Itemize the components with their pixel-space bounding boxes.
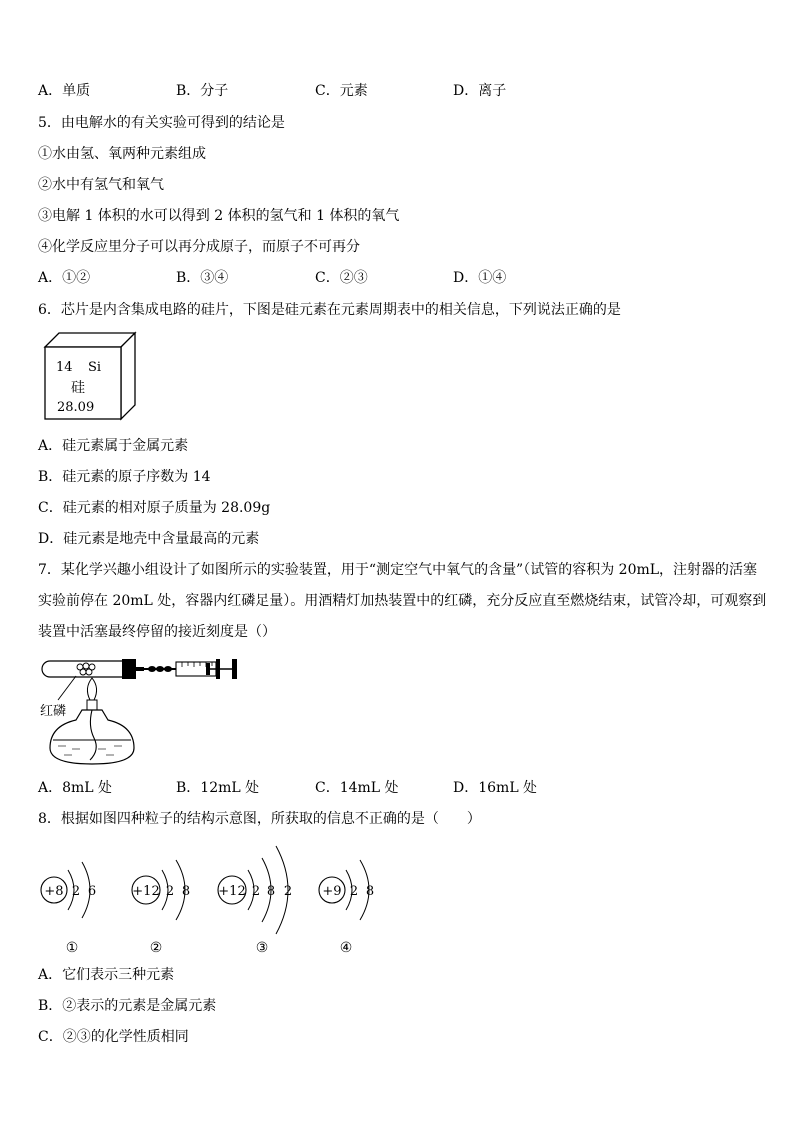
flame (87, 678, 96, 700)
shell-2: 6 (87, 884, 97, 899)
q4-option-b[interactable]: B．分子 (176, 83, 229, 99)
shell-3: 2 (283, 884, 293, 899)
q5-statement-4: ④化学反应里分子可以再分成原子，而原子不可再分 (38, 239, 360, 255)
shell-1: 2 (251, 884, 261, 899)
q6-option-d[interactable]: D．硅元素是地壳中含量最高的元素 (38, 531, 260, 547)
q4-option-d[interactable]: D．离子 (453, 83, 507, 99)
q7-option-a[interactable]: A．8mL 处 (38, 780, 113, 796)
rubber-stopper (122, 659, 136, 679)
plunger-handle (232, 659, 237, 679)
q7-stem-line-1: 7．某化学兴趣小组设计了如图所示的实验装置，用于“测定空气中氧气的含量”（试管的容积为 20mL，注射器的活塞 (38, 562, 758, 578)
element-symbol: Si (88, 360, 102, 375)
q5-statement-3: ③电解 1 体积的水可以得到 2 体积的氢气和 1 体积的氧气 (38, 208, 400, 224)
syringe-plunger (206, 663, 210, 675)
particle-4 (319, 860, 374, 956)
shell-2: 8 (365, 884, 375, 899)
q7-option-d[interactable]: D．16mL 处 (453, 780, 538, 796)
particle-label: ② (149, 940, 163, 956)
q5-stem: 5．由电解水的有关实验可得到的结论是 (38, 115, 285, 131)
q5-options (38, 269, 738, 287)
particle-1 (41, 862, 96, 956)
q5-option-b[interactable]: B．③④ (176, 270, 229, 286)
q7-stem-line-3: 装置中活塞最终停留的接近刻度是（） (38, 624, 276, 640)
particle-structure-diagrams (36, 842, 396, 958)
q5-statement-2: ②水中有氢气和氧气 (38, 177, 164, 193)
oxygen-measurement-apparatus (36, 654, 246, 772)
q8-option-a[interactable]: A．它们表示三种元素 (38, 967, 175, 983)
q7-options (38, 779, 738, 797)
element-name: 硅 (71, 380, 85, 396)
nucleus-charge: +9 (322, 884, 342, 899)
q8-stem: 8．根据如图四种粒子的结构示意图，所获取的信息不正确的是（ ） (38, 811, 481, 827)
atomic-mass: 28.09 (57, 400, 95, 415)
shell-1: 2 (71, 884, 81, 899)
q7-stem-line-2: 实验前停在 20mL 处，容器内红磷足量）。用酒精灯加热装置中的红磷，充分反应直至燃烧结束，试管冷却，可观察到 (38, 593, 767, 609)
q5-statement-1: ①水由氢、氧两种元素组成 (38, 146, 206, 162)
silicon-element-cell (40, 330, 140, 424)
atomic-number: 14 (56, 360, 73, 375)
shell-1: 2 (349, 884, 359, 899)
q6-option-a[interactable]: A．硅元素属于金属元素 (38, 438, 189, 454)
q4-option-a[interactable]: A．单质 (38, 83, 91, 99)
cube-side-face (121, 333, 135, 419)
q5-option-d[interactable]: D．①④ (453, 270, 507, 286)
shell-1: 2 (165, 884, 175, 899)
q6-option-c[interactable]: C．硅元素的相对原子质量为 28.09g (38, 500, 271, 516)
q6-stem: 6．芯片是内含集成电路的硅片，下图是硅元素在元素周期表中的相关信息，下列说法正确的是 (38, 302, 621, 318)
nucleus-charge: +8 (44, 884, 64, 899)
particle-label: ① (65, 940, 79, 956)
q5-option-a[interactable]: A．①② (38, 270, 91, 286)
particle-label: ③ (255, 940, 269, 956)
q7-option-c[interactable]: C．14mL 处 (315, 780, 399, 796)
q8-option-b[interactable]: B．②表示的元素是金属元素 (38, 998, 217, 1014)
particle-2 (132, 860, 190, 956)
q8-option-c[interactable]: C．②③的化学性质相同 (38, 1029, 189, 1045)
particle-3 (218, 846, 292, 956)
q7-option-b[interactable]: B．12mL 处 (176, 780, 260, 796)
particle-label: ④ (339, 940, 353, 956)
q5-option-c[interactable]: C．②③ (315, 270, 368, 286)
q4-option-c[interactable]: C．元素 (315, 83, 368, 99)
shell-2: 8 (181, 884, 191, 899)
shell-2: 8 (266, 884, 276, 899)
red-phosphorus-label: 红磷 (40, 704, 67, 719)
cube-top-face (45, 333, 135, 347)
nucleus-charge: +12 (218, 884, 246, 899)
q6-option-b[interactable]: B．硅元素的原子序数为 14 (38, 469, 211, 485)
q4-options (38, 82, 738, 100)
nucleus-charge: +12 (132, 884, 160, 899)
